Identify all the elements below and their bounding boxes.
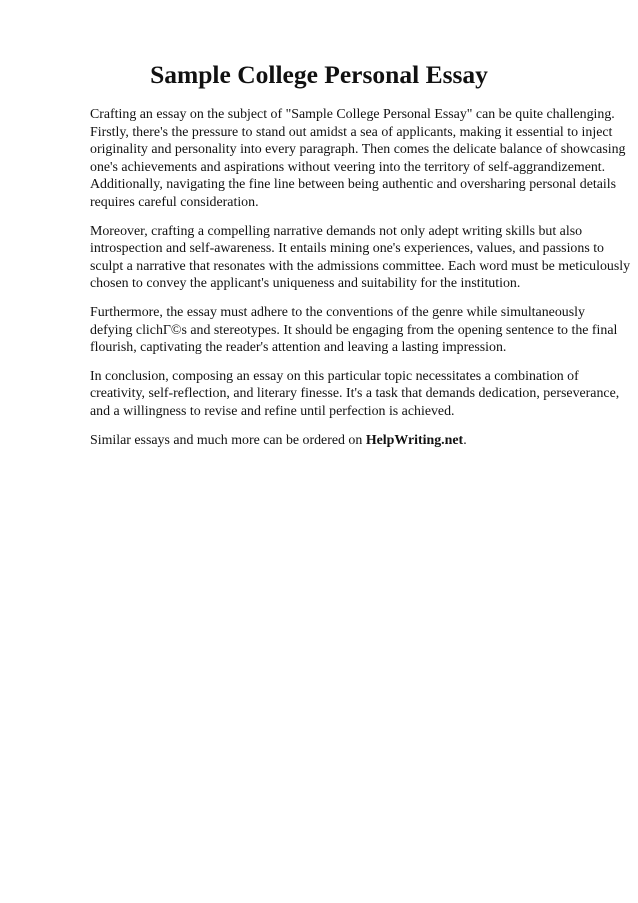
- page-title: Sample College Personal Essay: [150, 60, 488, 89]
- paragraph-2-line-3: sculpt a narrative that resonates with the admissions committee. Each word must be meticulously: [90, 258, 631, 274]
- paragraph-4-line-1: In conclusion, composing an essay on this particular topic necessitates a combination of: [90, 368, 579, 384]
- footer-text: Similar essays and much more can be ordered on: [90, 432, 366, 448]
- paragraph-4-line-2: creativity, self-reflection, and literary finesse. It's a task that demands dedication, perseverance,: [90, 386, 620, 402]
- paragraph-1-line-6: requires careful consideration.: [90, 194, 259, 210]
- paragraph-3-line-3: flourish, captivating the reader's attention and leaving a lasting impression.: [90, 340, 507, 356]
- paragraph-1: [90, 106, 626, 212]
- essay-body: [90, 106, 631, 460]
- paragraph-2-line-1: Moreover, crafting a compelling narrative demands not only adept writing skills but also: [90, 223, 583, 239]
- paragraph-3: [90, 304, 618, 357]
- paragraph-1-line-1: Crafting an essay on the subject of "Sample College Personal Essay" can be quite challenging.: [90, 107, 615, 122]
- footer-paragraph: [90, 432, 610, 450]
- paragraph-2-line-4: chosen to convey the applicant's uniqueness and suitability for the institution.: [90, 276, 521, 292]
- paragraph-3-line-2: defying clichГ©s and stereotypes. It should be engaging from the opening sentence to the final: [90, 322, 618, 338]
- paragraph-4: [90, 368, 620, 421]
- paragraph-4-line-3: and a willingness to revise and refine until perfection is achieved.: [90, 403, 455, 419]
- paragraph-2: [90, 223, 631, 293]
- paragraph-3-line-1: Furthermore, the essay must adhere to the conventions of the genre while simultaneously: [90, 304, 585, 320]
- paragraph-1-line-4: one's achievements and aspirations without veering into the territory of self-aggrandizement.: [90, 159, 606, 175]
- paragraph-1-line-2: Firstly, there's the pressure to stand out amidst a sea of applicants, making it essential to inject: [90, 124, 613, 140]
- helpwriting-link[interactable]: HelpWriting.net: [365, 432, 464, 448]
- paragraph-2-line-2: introspection and self-awareness. It entails mining one's experiences, values, and passions to: [90, 241, 605, 257]
- paragraph-1-line-3: originality and personality into every paragraph. Then comes the delicate balance of showcasing: [90, 142, 626, 158]
- paragraph-1-line-5: Additionally, navigating the fine line between being authentic and oversharing personal details: [90, 177, 617, 193]
- footer-end: .: [463, 432, 467, 448]
